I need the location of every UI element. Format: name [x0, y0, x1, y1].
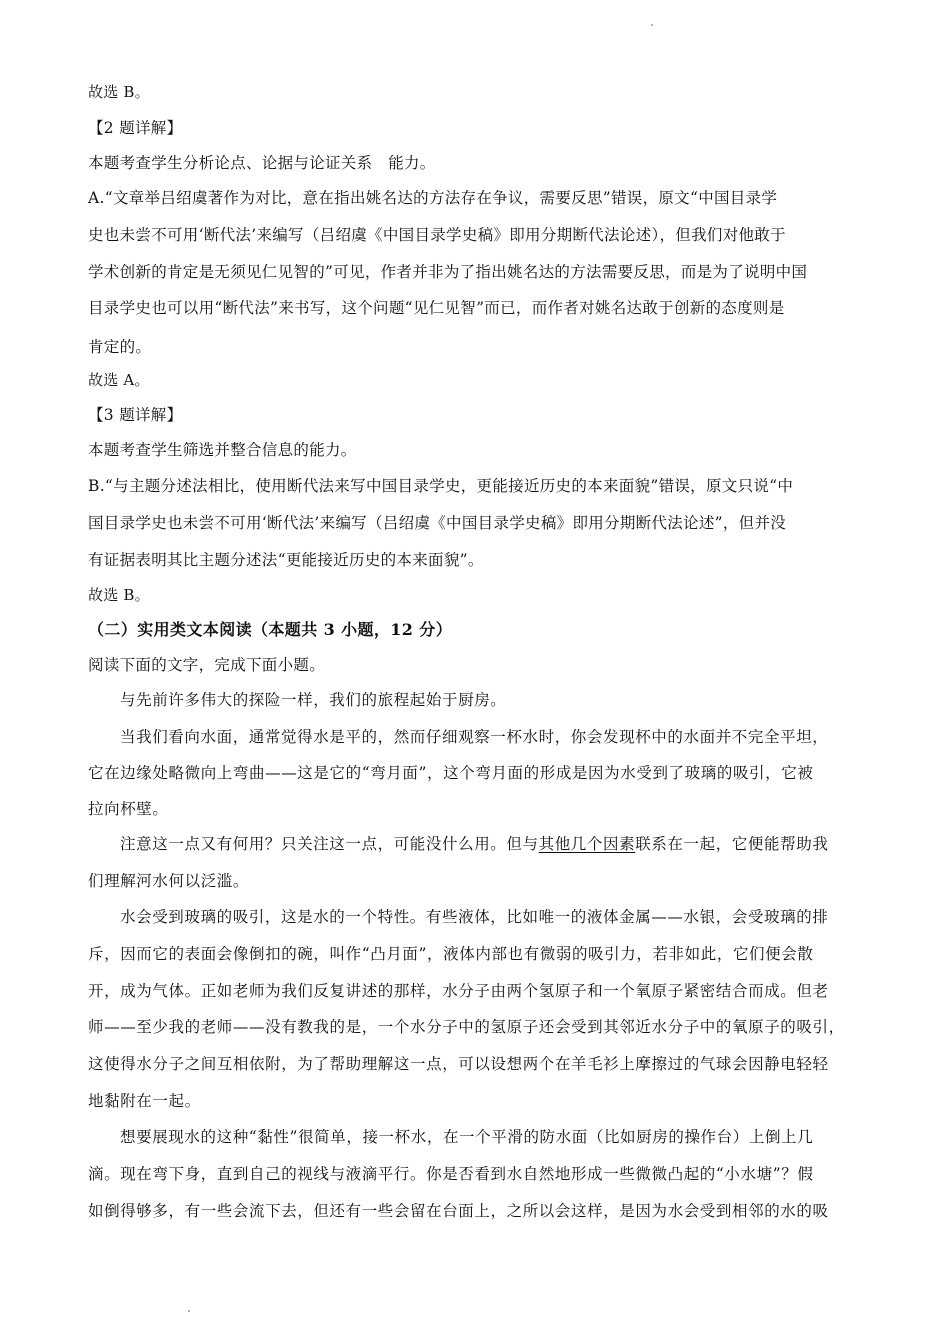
passage-paragraph-5-line: 滴。现在弯下身，直到自己的视线与液滴平行。你是否看到水自然地形成一些微微凸起的“小水塘”？假 — [88, 1165, 814, 1183]
question-3-explanation-line: B.“与主题分述法相比，使用断代法来写中国目录学史，更能接近历史的本来面貌”错误，原文只说“中 — [88, 477, 794, 495]
answer-1: 故选 B。 — [88, 83, 150, 101]
question-3-detail-label: 【3 题详解】 — [88, 406, 183, 424]
answer-3: 故选 B。 — [88, 586, 150, 604]
question-2-explanation-line: 目录学史也可以用“断代法”来书写，这个问题“见仁见智”而已，而作者对姚名达敢于创新的态度则是 — [88, 299, 785, 317]
passage-paragraph-5-line: 如倒得够多，有一些会流下去，但还有一些会留在台面上，之所以会这样，是因为水会受到相邻的水的吸 — [88, 1202, 829, 1220]
question-2-intro: 本题考查学生分析论点、论据与论证关系 能力。 — [88, 154, 436, 172]
question-2-explanation-line: 史也未尝不可用‘断代法’来编写（吕绍虞《中国目录学史稿》即用分期断代法论述），但我们对他敢于 — [88, 226, 786, 244]
question-2-explanation-line: 学术创新的肯定是无须见仁见智的”可见，作者并非为了指出姚名达的方法需要反思，而是为了说明中国 — [88, 263, 808, 281]
question-3-explanation-line: 有证据表明其比主题分述法“更能接近历史的本来面貌”。 — [88, 551, 484, 569]
question-2-detail-label: 【2 题详解】 — [88, 119, 183, 137]
passage-paragraph-5-line: 想要展现水的这种“黏性”很简单，接一杯水，在一个平滑的防水面（比如厨房的操作台）上倒上几 — [120, 1128, 814, 1146]
passage-paragraph-3-line — [120, 834, 863, 854]
passage-paragraph-2-line: 它在边缘处略微向上弯曲——这是它的“弯月面”，这个弯月面的形成是因为水受到了玻璃的吸引，它被 — [88, 764, 814, 782]
passage-paragraph-4-line: 水会受到玻璃的吸引，这是水的一个特性。有些液体，比如唯一的液体金属——水银，会受玻璃的排 — [120, 908, 829, 926]
scan-dot-bottom — [188, 1310, 190, 1312]
underlined-phrase: 其他几个因素 — [538, 835, 636, 853]
section-heading: （二）实用类文本阅读（本题共 3 小题，12 分） — [88, 620, 453, 639]
passage-paragraph-4-line: 斥，因而它的表面会像倒扣的碗，叫作“凸月面”，液体内部也有微弱的吸引力，若非如此，它们便会散 — [88, 945, 814, 963]
question-3-intro: 本题考查学生筛选并整合信息的能力。 — [88, 441, 357, 459]
passage-paragraph-2-line: 拉向杯壁。 — [88, 800, 169, 818]
passage-paragraph-4-line: 师——至少我的老师——没有教我的是，一个水分子中的氢原子还会受到其邻近水分子中的氧原子的吸引， — [88, 1018, 845, 1036]
passage-paragraph-2-line: 当我们看向水面，通常觉得水是平的，然而仔细观察一杯水时，你会发现杯中的水面并不完全平坦， — [120, 728, 829, 746]
question-2-explanation-line: 肯定的。 — [88, 338, 152, 356]
question-2-explanation-line: A.“文章举吕绍虞著作为对比，意在指出姚名达的方法存在争议，需要反思”错误，原文“中国目录学 — [88, 189, 778, 207]
passage-paragraph-1: 与先前许多伟大的探险一样，我们的旅程起始于厨房。 — [120, 691, 507, 709]
paragraph-3-text-after: 联系在一起，它便能帮助我 — [635, 835, 829, 853]
answer-2: 故选 A。 — [88, 371, 150, 389]
passage-paragraph-3-line: 们理解河水何以泛滥。 — [88, 872, 250, 890]
scan-dot-top — [651, 24, 653, 26]
question-3-explanation-line: 国目录学史也未尝不可用‘断代法’来编写（吕绍虞《中国目录学史稿》即用分期断代法论述”，但并没 — [88, 514, 787, 532]
passage-paragraph-4-line: 这使得水分子之间互相依附，为了帮助理解这一点，可以设想两个在羊毛衫上摩擦过的气球会因静电轻轻 — [88, 1055, 829, 1073]
paragraph-3-text-before: 注意这一点又有何用？只关注这一点，可能没什么用。但与 — [120, 835, 539, 853]
section-instruction: 阅读下面的文字，完成下面小题。 — [88, 656, 326, 674]
passage-paragraph-4-line: 开，成为气体。正如老师为我们反复讲述的那样，水分子由两个氢原子和一个氧原子紧密结合而成。但老 — [88, 982, 829, 1000]
passage-paragraph-4-line: 地黏附在一起。 — [88, 1092, 201, 1110]
